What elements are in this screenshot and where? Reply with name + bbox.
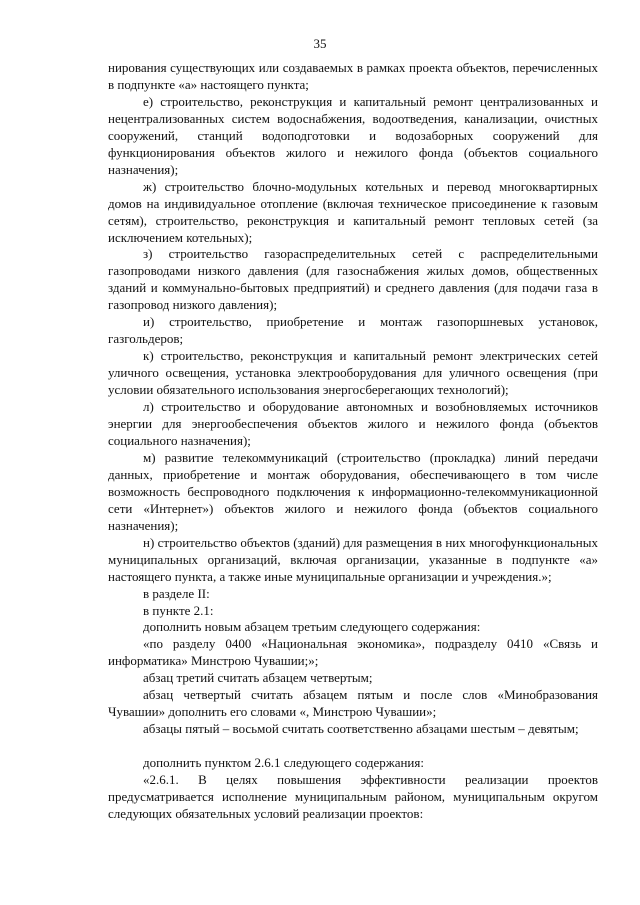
document-body	[108, 60, 598, 823]
paragraph-add-third: дополнить новым абзацем третьим следующего содержания:	[143, 619, 481, 635]
paragraph-item-zh: ж) строительство блочно-модульных котельных и перевод многоквартирных домов на индивидуальное отопление (включая техническое присоединение к газовым сетям), строительство, реконструкция и капитальный ремонт тепловых сетей (за исключением котельных);	[108, 178, 598, 245]
paragraph-section-ii: в разделе II:	[143, 585, 210, 601]
paragraph-item-l: л) строительство и оборудование автономных и возобновляемых источников энергии для энергообеспечения объектов жилого и нежилого фонда (объектов социального назначения);	[108, 399, 598, 448]
blank-line	[108, 738, 598, 755]
page-number: 35	[313, 36, 327, 51]
paragraph-quote-0400: «по разделу 0400 «Национальная экономика», подразделу 0410 «Связь и информатика» Минстрою Чувашии;»;	[108, 636, 598, 669]
paragraph-2-6-1-text: «2.6.1. В целях повышения эффективности реализации проектов предусматривается исполнение муниципальным районом, муниципальным округом следующих обязательных условий реализации проектов:	[108, 772, 598, 821]
paragraph-add-2-6-1: дополнить пунктом 2.6.1 следующего содержания:	[143, 755, 424, 771]
paragraph-item-e: е) строительство, реконструкция и капитальный ремонт централизованных и нецентрализованных систем водоснабжения, водоотведения, канализации, очистных сооружений, станций водоподготовки и водозаборных сооружений для функционирования объектов жилого и нежилого фонда (объектов социального назначения);	[108, 93, 598, 177]
paragraph-point-2-1: в пункте 2.1:	[143, 602, 214, 618]
paragraph-fifth-eighth: абзацы пятый – восьмой считать соответственно абзацами шестым – девятым;	[143, 721, 579, 737]
paragraph-item-z: з) строительство газораспределительных сетей с распределительными газопроводами низкого давления (для газоснабжения жилых домов, общественных зданий и коммунально-бытовых предприятий) и среднего давления (для подачи газа в газопровод низкого давления);	[108, 246, 598, 313]
paragraph-item-i: и) строительство, приобретение и монтаж газопоршневых установок, газгольдеров;	[108, 314, 598, 347]
paragraph-continuation: нирования существующих или создаваемых в рамках проекта объектов, перечисленных в подпункте «а» настоящего пункта;	[108, 60, 598, 92]
paragraph-item-n: н) строительство объектов (зданий) для размещения в них многофункциональных муниципальных организаций, включая организации, указанные в подпункте «а» настоящего пункта, а также иные муниципальные организации и учреждения.»;	[108, 534, 598, 584]
paragraph-third-to-fourth: абзац третий считать абзацем четвертым;	[143, 670, 373, 686]
paragraph-fourth-to-fifth: абзац четвертый считать абзацем пятым и после слов «Минобразования Чувашии» дополнить его словами «, Минстрою Чувашии»;	[108, 687, 598, 720]
paragraph-item-m: м) развитие телекоммуникаций (строительство (прокладка) линий передачи данных, приобретение и монтаж оборудования, обеспечивающего в том числе возможность беспроводного подключения к информационно-телекоммуникационной сети «Интернет») объектов жилого и нежилого фонда (объектов социального назначения);	[108, 449, 598, 533]
paragraph-item-k: к) строительство, реконструкция и капитальный ремонт электрических сетей уличного освещения, установка электрооборудования для уличного освещения (при условии обязательного использования энергосберегающих технологий);	[108, 348, 598, 398]
